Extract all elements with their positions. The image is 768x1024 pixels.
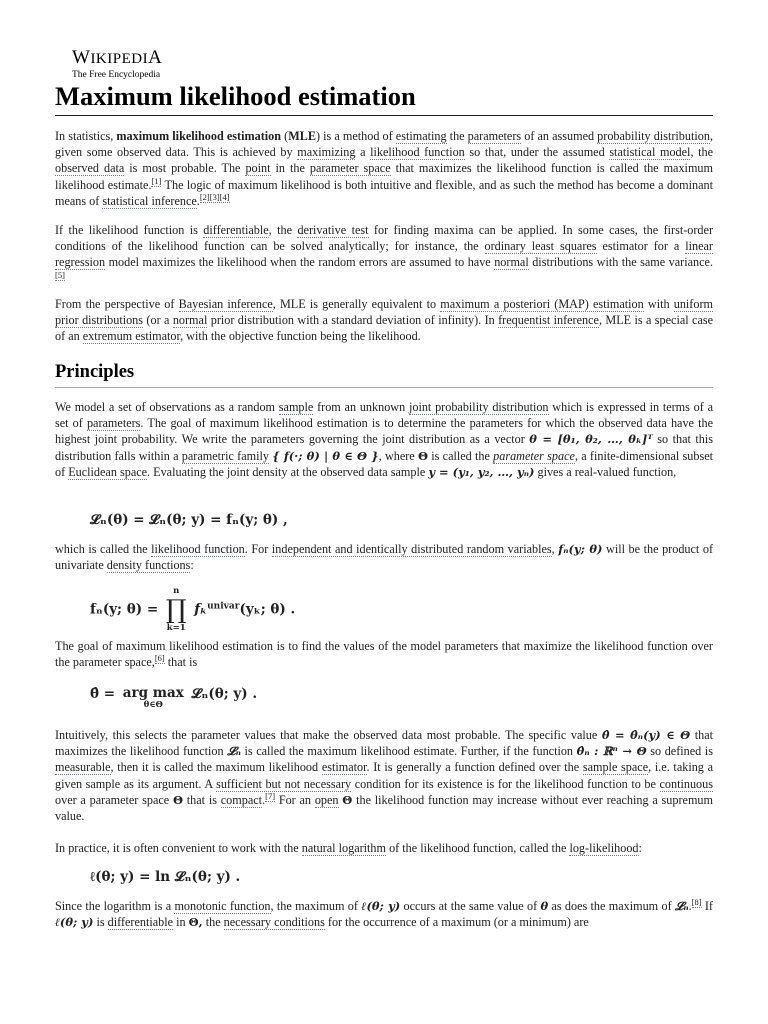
link-density-functions[interactable]: density functions — [106, 558, 191, 573]
link-open[interactable]: open — [314, 792, 339, 807]
link-normal-prior[interactable]: normal — [172, 313, 208, 328]
product-operator: n ∏ k=1 — [165, 586, 187, 633]
math-theta-vector: θ = [θ₁, θ₂, …, θₖ]ᵀ — [529, 432, 653, 447]
link-ordinary-least-squares[interactable]: ordinary least squares — [484, 239, 597, 254]
link-differentiable-2[interactable]: differentiable — [107, 915, 174, 930]
link-compact[interactable]: compact — [220, 792, 263, 807]
math-likelihood-ln-2: 𝓛ₙ — [674, 899, 689, 913]
link-necessary-conditions[interactable]: necessary conditions — [223, 915, 325, 930]
math-sample-vector: y = (y₁, y₂, …, yₙ) — [428, 464, 535, 479]
math-capital-theta-2: Θ — [172, 792, 184, 807]
link-probability-distribution[interactable]: probability distribution — [597, 129, 710, 143]
link-euclidean-space[interactable]: Euclidean space — [68, 464, 148, 479]
link-map-estimation[interactable]: maximum a posteriori (MAP) estimation — [440, 297, 644, 311]
math-likelihood-ln: 𝓛ₙ — [227, 744, 241, 759]
citation-8[interactable]: [8] — [691, 896, 702, 907]
link-natural-logarithm[interactable]: natural logarithm — [301, 841, 387, 855]
citation-5[interactable]: [5] — [55, 269, 65, 280]
intro-paragraph-2: If the likelihood function is differentiable, the derivative test for finding maxima can be applied. In some cases, the first-order conditions of the likelihood function can be solved analytically; for instance, the ordinary least squares estimator for a linear regression model maximizes the likelihood when the random errors are assumed to have normal distributions with the same variance.[5] — [55, 223, 713, 280]
link-extremum-estimator[interactable]: extremum estimator — [82, 329, 181, 344]
link-sufficient-not-necessary[interactable]: sufficient but not necessary — [216, 776, 352, 791]
section-heading-principles: Principles — [55, 360, 713, 388]
wikipedia-wordmark: WIKIPEDIA — [72, 47, 163, 68]
citation-1[interactable]: [1] — [151, 175, 162, 186]
link-parameter-space-2[interactable]: parameter space — [493, 448, 575, 463]
link-maximizing[interactable]: maximizing — [297, 145, 356, 160]
link-monotonic-function[interactable]: monotonic function — [174, 899, 271, 913]
math-log-likelihood-2: ℓ(θ; y) — [55, 915, 94, 930]
link-joint-probability-distribution[interactable]: joint probability distribution — [408, 400, 549, 414]
math-capital-theta-3: Θ — [342, 792, 353, 807]
link-bayesian-inference[interactable]: Bayesian inference — [178, 297, 273, 311]
math-parametric-family-set: { f(·; θ) | θ ∈ Θ } — [272, 448, 379, 463]
citation-7[interactable]: [7] — [265, 790, 276, 801]
math-log-likelihood: ℓ(θ; y) — [361, 899, 401, 913]
intro-paragraph-3: From the perspective of Bayesian inference, MLE is generally equivalent to maximum a posteriori (MAP) estimation with uniform prior distributions (or a normal prior distribution with a standard deviation of infinity). In frequentist inference, MLE is a special case of an extremum estimator, with the objective function being the likelihood. — [55, 297, 714, 344]
math-capital-theta-4: Θ, — [188, 915, 203, 930]
link-iid-random-variables[interactable]: independent and identically distributed random variables — [271, 542, 552, 556]
link-statistical-model[interactable]: statistical model — [609, 145, 691, 160]
wikipedia-logo[interactable] — [72, 48, 162, 81]
link-parameters-2[interactable]: parameters — [86, 416, 141, 431]
link-frequentist-inference[interactable]: frequentist inference — [498, 313, 599, 328]
link-linear-regression[interactable]: linear regression — [55, 239, 713, 270]
equation-product: fₙ(y; θ) = n ∏ k=1 fₖ$^{univar}$(yₖ; θ) . — [90, 586, 296, 633]
page-title: Maximum likelihood estimation — [55, 80, 713, 116]
link-observed-data[interactable]: observed data — [55, 161, 125, 176]
link-log-likelihood[interactable]: log-likelihood — [569, 841, 639, 855]
math-fn-y-theta: fₙ(y; θ) — [558, 542, 603, 556]
link-parameter-space[interactable]: parameter space — [309, 161, 391, 176]
principles-paragraph-2: which is called the likelihood function. For independent and identically distributed random variables, fₙ(y; θ) will be the product of univariate density functions: — [55, 542, 714, 573]
principles-paragraph-5: In practice, it is often convenient to work with the natural logarithm of the likelihood function, called the log-likelihood: — [55, 841, 642, 855]
math-theta: θ — [540, 899, 549, 913]
math-estimator-map: θ̂ₙ : ℝⁿ → Θ — [576, 744, 647, 759]
link-differentiable[interactable]: differentiable — [203, 223, 269, 237]
link-sample-space[interactable]: sample space — [582, 760, 649, 775]
math-theta-hat-value: θ̂ = θ̂ₙ(y) ∈ Θ — [601, 728, 691, 742]
math-capital-theta: Θ — [417, 448, 429, 463]
argmax-operator: arg max θ∈Θ — [122, 685, 184, 710]
principles-paragraph-6: Since the logarithm is a monotonic function, the maximum of ℓ(θ; y) occurs at the same value of θ as does the maximum of 𝓛ₙ.[8] If ℓ(θ; y) is differentiable in Θ, the necessary conditions for the occurrence of a maximum (or a minimum) are — [55, 896, 713, 930]
link-uniform-prior-distributions[interactable]: uniform prior distributions — [55, 297, 713, 328]
wikipedia-tagline: The Free Encyclopedia — [72, 70, 161, 80]
link-parametric-family[interactable]: parametric family — [181, 448, 269, 463]
link-point[interactable]: point — [245, 161, 271, 176]
link-likelihood-function[interactable]: likelihood function — [370, 145, 465, 160]
link-derivative-test[interactable]: derivative test — [297, 223, 369, 237]
link-statistical-inference[interactable]: statistical inference — [102, 193, 197, 208]
principles-paragraph-4: Intuitively, this selects the parameter values that make the observed data most probable. The specific value θ̂ = θ̂ₙ(y) ∈ Θ that maximizes the likelihood function 𝓛ₙ is called the maximum likelihood estimate. Further, if the function θ̂ₙ : ℝⁿ → Θ so defined is measurable, then it is called the maximum likelihood estimator. It is generally a function defined over the sample space, i.e. taking a given sample as its argument. A sufficient but not necessary condition for its existence is for the likelihood function to be continuous over a parameter space Θ that is compact.[7] For an open Θ the likelihood function may increase without ever reaching a supremum value. — [55, 728, 713, 824]
link-likelihood-function-2[interactable]: likelihood function — [151, 542, 245, 556]
citation-2-3-4[interactable]: [2][3][4] — [199, 191, 230, 202]
link-parameters[interactable]: parameters — [467, 129, 522, 143]
link-sample[interactable]: sample — [278, 400, 314, 414]
link-estimating[interactable]: estimating — [395, 129, 447, 143]
link-estimator[interactable]: estimator — [321, 760, 367, 775]
equation-argmax: θ̂ = arg max θ∈Θ 𝓛ₙ(θ; y) . — [90, 685, 258, 710]
link-continuous[interactable]: continuous — [659, 776, 713, 791]
link-normal[interactable]: normal — [494, 255, 529, 270]
equation-likelihood: 𝓛ₙ(θ) = 𝓛ₙ(θ; y) = fₙ(y; θ) , — [90, 512, 288, 528]
equation-log-likelihood: ℓ(θ; y) = ln 𝓛ₙ(θ; y) . — [90, 869, 241, 885]
link-measurable[interactable]: measurable — [55, 760, 111, 775]
principles-paragraph-3: The goal of maximum likelihood estimation is to find the values of the model parameters that maximize the likelihood function over the parameter space,[6] that is — [55, 639, 713, 670]
citation-6[interactable]: [6] — [154, 653, 165, 664]
principles-paragraph-1: We model a set of observations as a random sample from an unknown joint probability distribution which is expressed in terms of a set of parameters. The goal of maximum likelihood estimation is to determine the parameters for which the observed data have the highest joint probability. We write the parameters governing the joint distribution as a vector θ = [θ₁, θ₂, …, θₖ]ᵀ so that this distribution falls within a parametric family { f(·; θ) | θ ∈ Θ }, where Θ is called the parameter space, a finite-dimensional subset of Euclidean space. Evaluating the joint density at the observed data sample y = (y₁, y₂, …, yₙ) gives a real-valued function, — [55, 400, 713, 479]
intro-paragraph-1: In statistics, maximum likelihood estimation (MLE) is a method of estimating the parameters of an assumed probability distribution, given some observed data. This is achieved by maximizing a likelihood function so that, under the assumed statistical model, the observed data is most probable. The point in the parameter space that maximizes the likelihood function is called the maximum likelihood estimate.[1] The logic of maximum likelihood is both intuitive and flexible, and as such the method has become a dominant means of statistical inference.[2][3][4] — [55, 129, 714, 208]
